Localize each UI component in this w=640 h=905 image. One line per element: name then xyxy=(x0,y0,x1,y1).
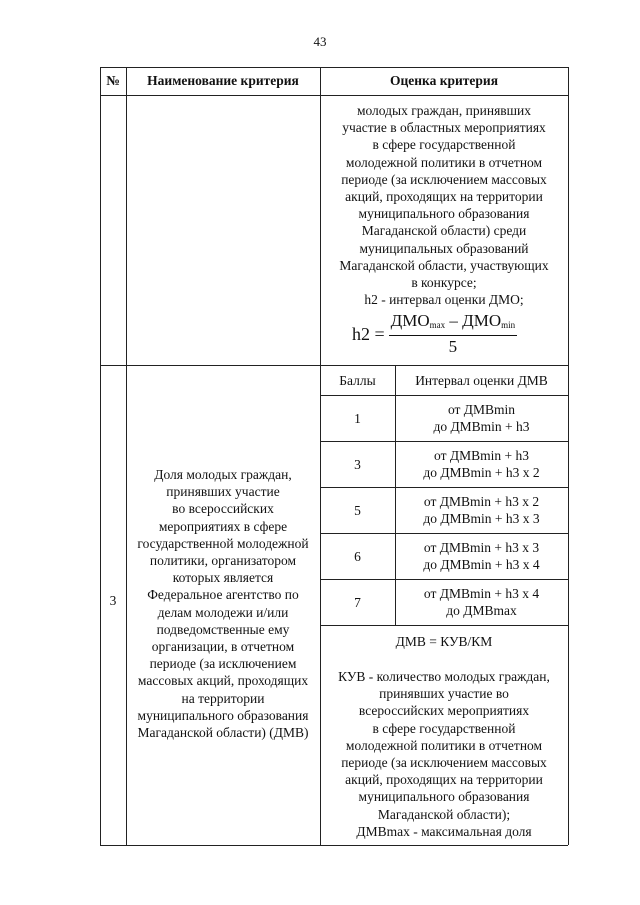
text-line: принявших участие xyxy=(166,484,280,500)
interval-from: от ДМВmin + h3 xyxy=(434,448,529,463)
text-line: Магаданской области); xyxy=(377,806,511,822)
text-line: которых является xyxy=(172,570,274,586)
text-line: молодежной политики в отчетном xyxy=(345,737,543,753)
text-line: политики, организатором xyxy=(149,553,297,569)
text-line: массовых акций, проходящих xyxy=(137,673,309,689)
text-line: Доля молодых граждан, xyxy=(154,467,292,482)
score-row-border xyxy=(320,441,568,442)
score-header-points: Баллы xyxy=(339,373,376,388)
numerator-subscript: max xyxy=(429,319,446,330)
text-line: Магаданской области) среди xyxy=(361,223,527,239)
text-line: муниципальных образований xyxy=(359,240,529,256)
text-line: всероссийских мероприятиях xyxy=(358,703,530,719)
score-row-border xyxy=(320,487,568,488)
text-line: государственной молодежной xyxy=(137,535,309,551)
formula-numerator xyxy=(389,311,518,336)
text-line: подведомственные ему xyxy=(156,621,290,637)
score-interval xyxy=(395,539,568,573)
score-row-border xyxy=(320,533,568,534)
score-interval xyxy=(395,401,568,435)
text-line: муниципального образования xyxy=(137,707,309,723)
text-line: мероприятиях в сфере xyxy=(158,518,288,534)
score-points: 1 xyxy=(354,411,361,426)
interval-to: до ДМВmin + h3 х 4 xyxy=(423,557,540,573)
table-right-border xyxy=(568,67,569,845)
text-line: периоде (за исключением массовых xyxy=(341,171,547,187)
text-line: на территории xyxy=(181,690,265,706)
formula-denominator: 5 xyxy=(448,336,458,356)
score-header-border xyxy=(320,395,568,396)
score-points: 5 xyxy=(354,503,361,518)
numerator-term: ДМО xyxy=(462,310,502,330)
text-line: в конкурсе; xyxy=(411,275,477,291)
interval-to: до ДМВmax xyxy=(446,603,517,619)
dmv-description xyxy=(322,668,566,840)
text-line: муниципального образования xyxy=(358,206,530,222)
score-interval xyxy=(395,447,568,481)
text-line: молодых граждан, принявших xyxy=(356,103,532,118)
text-line: принявших участие во xyxy=(379,686,509,702)
minus-sign: – xyxy=(445,310,463,330)
text-line: периоде (за исключением массовых xyxy=(341,755,547,771)
header-bottom-border xyxy=(100,95,568,96)
header-criterion-name: Наименование критерия xyxy=(147,73,299,88)
column-divider xyxy=(126,67,127,845)
interval-from: от ДМВmin xyxy=(447,402,516,417)
table-left-border xyxy=(100,67,101,845)
interval-to: до ДМВmin + h3 х 3 xyxy=(423,511,540,527)
score-row-border xyxy=(320,579,568,580)
score-points: 3 xyxy=(354,457,361,472)
text-line: делам молодежи и/или xyxy=(157,604,289,620)
interval-to: до ДМВmin + h3 х 2 xyxy=(423,465,540,481)
header-criterion-evaluation: Оценка критерия xyxy=(389,73,499,88)
page-number: 43 xyxy=(313,34,327,49)
text-line: Магаданской области, участвующих xyxy=(339,257,549,273)
interval-from: от ДМВmin + h3 х 2 xyxy=(423,494,540,509)
header-number: № xyxy=(106,73,120,88)
numerator-subscript: min xyxy=(501,319,516,330)
text-line: участие в областных мероприятиях xyxy=(342,120,546,136)
score-interval xyxy=(395,585,568,619)
interval-from: от ДМВmin + h3 х 4 xyxy=(423,586,540,601)
text-line: молодежной политики в отчетном xyxy=(345,154,543,170)
table-bottom-border xyxy=(100,845,568,846)
text-line: периоде (за исключением xyxy=(149,656,297,672)
text-line: в сфере государственной xyxy=(372,137,516,153)
continuation-text xyxy=(322,102,566,308)
interval-from: от ДМВmin + h3 х 3 xyxy=(423,540,540,555)
score-header-interval: Интервал оценки ДМВ xyxy=(415,373,548,388)
text-line: акций, проходящих на территории xyxy=(345,189,543,205)
formula-fraction xyxy=(389,311,518,358)
text-line: ДМВmax - максимальная доля xyxy=(356,823,532,839)
text-line: Федеральное агентство по xyxy=(147,587,299,603)
formula-lhs: h2 = xyxy=(352,323,385,344)
score-interval xyxy=(395,493,568,527)
score-table-bottom-border xyxy=(320,625,568,626)
text-line: КУВ - количество молодых граждан, xyxy=(338,669,550,684)
text-line: муниципального образования xyxy=(358,789,530,805)
text-line: в сфере государственной xyxy=(372,720,516,736)
dmv-formula: ДМВ = КУВ/КМ xyxy=(395,634,493,649)
text-line: акций, проходящих на территории xyxy=(345,772,543,788)
text-line: организации, в отчетном xyxy=(151,639,295,655)
numerator-term: ДМО xyxy=(390,310,430,330)
text-line: во всероссийских xyxy=(172,501,274,517)
score-points: 7 xyxy=(354,595,361,610)
row-separator xyxy=(100,365,568,366)
row-number: 3 xyxy=(109,593,117,608)
h2-formula xyxy=(352,312,517,356)
text-line: h2 - интервал оценки ДМО; xyxy=(364,292,524,308)
interval-to: до ДМВmin + h3 xyxy=(433,419,530,435)
score-points: 6 xyxy=(354,549,361,564)
text-line: Магаданской области) (ДМВ) xyxy=(137,725,309,741)
criterion-name xyxy=(128,466,318,741)
